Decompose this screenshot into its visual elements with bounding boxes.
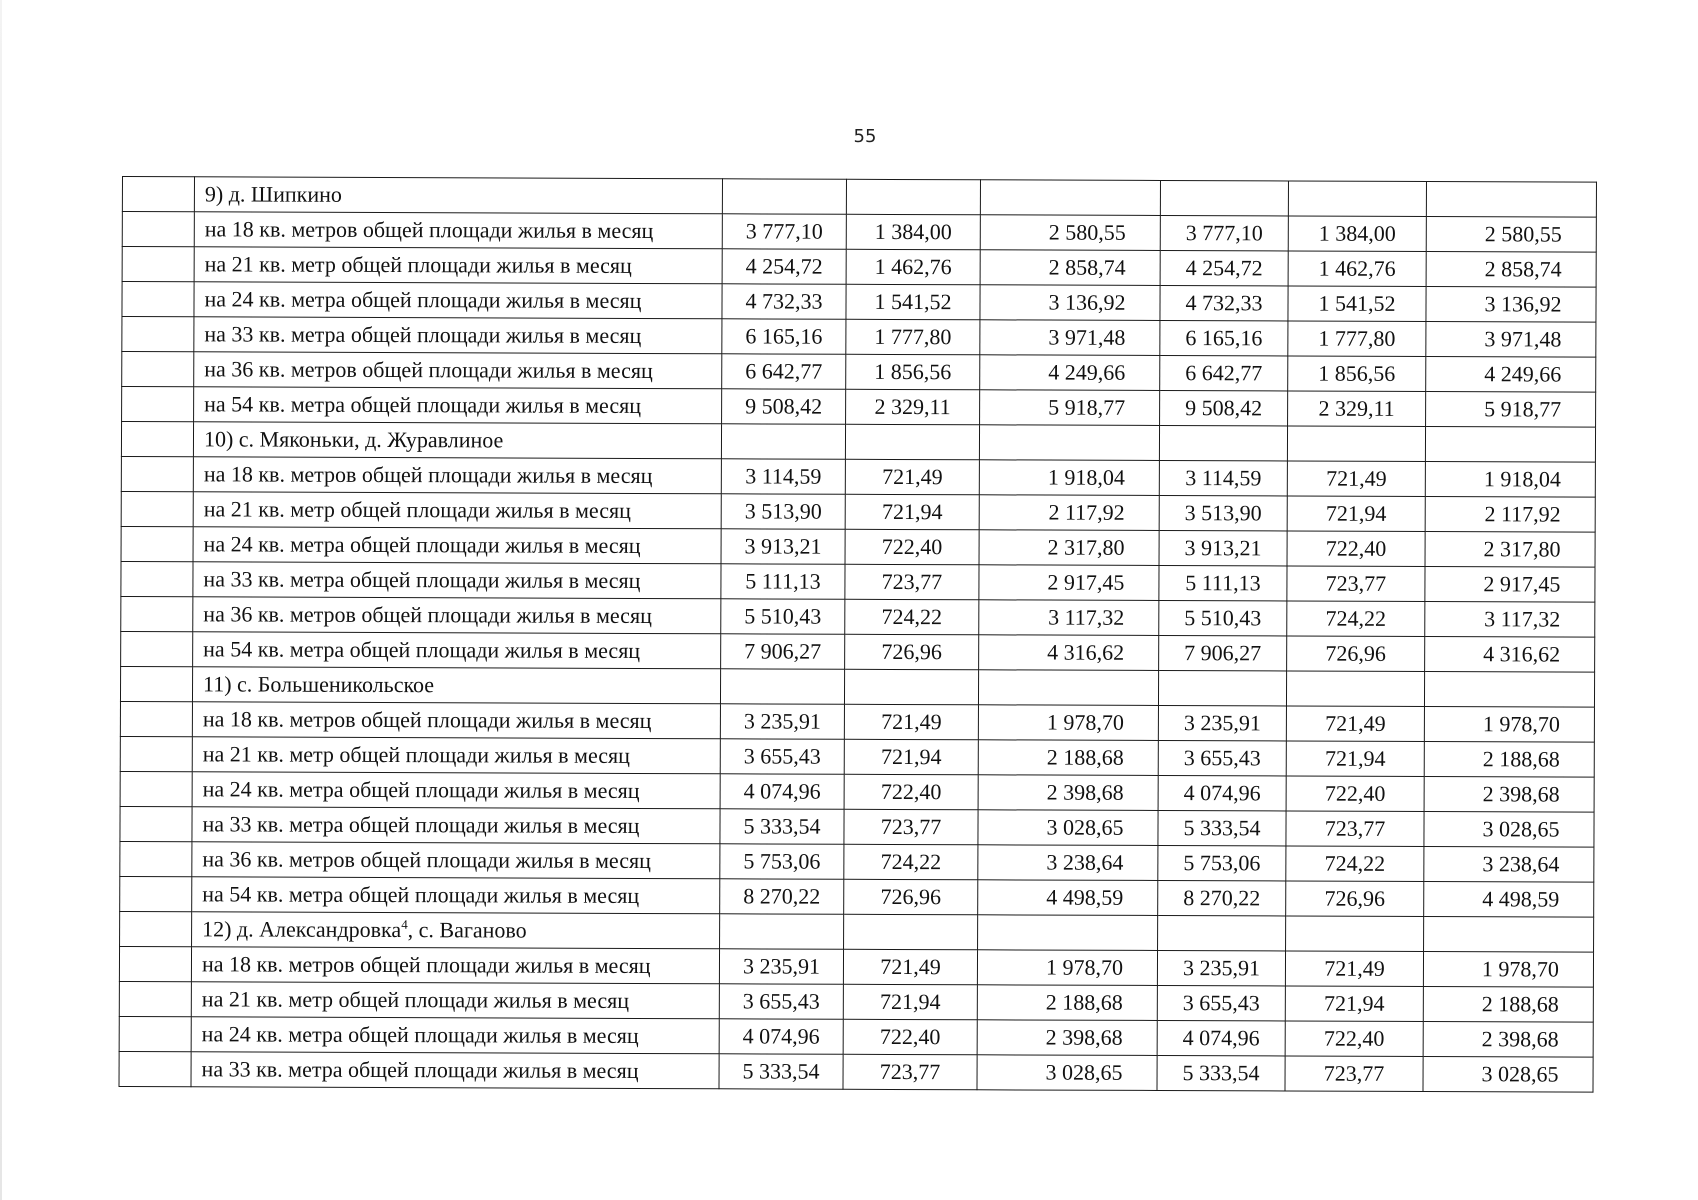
- value-cell: 1 978,70: [1423, 952, 1593, 988]
- index-cell: [120, 841, 192, 876]
- value-cell: 722,40: [1286, 776, 1424, 812]
- empty-cell: [1287, 426, 1425, 462]
- value-cell: 3 655,43: [719, 984, 843, 1019]
- row-label: на 24 кв. метра общей площади жилья в месяц: [191, 1017, 719, 1054]
- empty-cell: [1158, 670, 1286, 705]
- table-row: [122, 352, 1596, 393]
- table-row: [121, 631, 1595, 672]
- index-cell: [121, 422, 193, 457]
- value-cell: 3 971,48: [980, 320, 1160, 356]
- value-cell: 722,40: [844, 774, 978, 810]
- value-cell: 4 498,59: [978, 880, 1158, 916]
- table-row: [122, 317, 1596, 358]
- index-cell: [122, 212, 194, 247]
- value-cell: 5 333,54: [720, 809, 844, 844]
- value-cell: 4 732,33: [1160, 285, 1288, 320]
- value-cell: 1 777,80: [1288, 321, 1426, 357]
- index-cell: [121, 596, 193, 631]
- page-number: 55: [853, 126, 877, 147]
- value-cell: 3 028,65: [978, 810, 1158, 846]
- index-cell: [119, 981, 191, 1016]
- table-row: [120, 771, 1594, 812]
- index-cell: [120, 736, 192, 771]
- table-row: [122, 387, 1596, 428]
- index-cell: [120, 701, 192, 736]
- index-cell: [120, 771, 192, 806]
- value-cell: 2 580,55: [1426, 217, 1596, 253]
- empty-cell: [721, 424, 845, 459]
- value-cell: 726,96: [1287, 636, 1425, 672]
- section-header-row: [120, 666, 1594, 707]
- value-cell: 724,22: [1287, 601, 1425, 637]
- row-label: на 18 кв. метров общей площади жилья в месяц: [191, 947, 719, 984]
- value-cell: 721,49: [845, 459, 979, 495]
- empty-cell: [978, 915, 1158, 951]
- table-row: [121, 526, 1595, 567]
- value-cell: 4 498,59: [1424, 882, 1594, 918]
- value-cell: 2 329,11: [1288, 391, 1426, 427]
- value-cell: 5 918,77: [1426, 392, 1596, 428]
- table-row: [121, 491, 1595, 532]
- value-cell: 5 918,77: [980, 390, 1160, 426]
- value-cell: 4 074,96: [1158, 775, 1286, 810]
- value-cell: 3 028,65: [977, 1055, 1157, 1091]
- index-cell: [122, 352, 194, 387]
- empty-cell: [844, 669, 978, 705]
- value-cell: 2 188,68: [977, 985, 1157, 1021]
- value-cell: 3 117,32: [1425, 602, 1595, 638]
- value-cell: 722,40: [1287, 531, 1425, 567]
- index-cell: [122, 317, 194, 352]
- empty-cell: [1426, 182, 1596, 218]
- row-label: на 54 кв. метра общей площади жилья в месяц: [192, 877, 720, 914]
- value-cell: 1 918,04: [979, 460, 1159, 496]
- table-row: [119, 1016, 1593, 1057]
- empty-cell: [1288, 181, 1426, 217]
- table-row: [120, 806, 1594, 847]
- value-cell: 2 117,92: [1425, 497, 1595, 533]
- value-cell: 4 254,72: [1160, 250, 1288, 285]
- value-cell: 8 270,22: [1158, 880, 1286, 915]
- value-cell: 3 114,59: [721, 459, 845, 494]
- value-cell: 2 917,45: [1425, 567, 1595, 603]
- section-header-row: [122, 177, 1596, 218]
- value-cell: 1 856,56: [1288, 356, 1426, 392]
- value-cell: 6 165,16: [722, 319, 846, 354]
- value-cell: 2 858,74: [980, 250, 1160, 286]
- table-row: [121, 596, 1595, 637]
- row-label: на 36 кв. метров общей площади жилья в месяц: [192, 842, 720, 879]
- section-title-cell: [193, 422, 721, 459]
- value-cell: 5 333,54: [719, 1054, 843, 1089]
- index-cell: [122, 177, 194, 212]
- value-cell: 3 777,10: [1160, 215, 1288, 250]
- tariff-table-container: [119, 176, 1596, 1093]
- section-header-row: [121, 422, 1595, 463]
- empty-cell: [1286, 916, 1424, 952]
- index-cell: [119, 946, 191, 981]
- value-cell: 6 165,16: [1160, 320, 1288, 355]
- value-cell: 721,94: [844, 739, 978, 775]
- empty-cell: [1425, 427, 1595, 463]
- table-row: [120, 736, 1594, 777]
- footnote-marker: 4: [401, 916, 408, 932]
- empty-cell: [978, 670, 1158, 706]
- value-cell: 3 655,43: [1157, 985, 1285, 1020]
- value-cell: 2 398,68: [977, 1020, 1157, 1056]
- section-title: 11) с. Большеникольское: [203, 671, 435, 698]
- row-label: на 21 кв. метр общей площади жилья в месяц: [191, 982, 719, 1019]
- value-cell: 2 917,45: [979, 565, 1159, 601]
- value-cell: 3 238,64: [1424, 847, 1594, 883]
- value-cell: 5 333,54: [1157, 1055, 1285, 1090]
- row-label: на 18 кв. метров общей площади жилья в месяц: [193, 457, 721, 494]
- value-cell: 1 978,70: [1424, 707, 1594, 743]
- row-label: на 21 кв. метр общей площади жилья в месяц: [192, 737, 720, 774]
- value-cell: 5 510,43: [1159, 600, 1287, 635]
- value-cell: 721,49: [844, 704, 978, 740]
- value-cell: 3 655,43: [1158, 740, 1286, 775]
- value-cell: 1 384,00: [1288, 216, 1426, 252]
- value-cell: 1 918,04: [1425, 462, 1595, 498]
- empty-cell: [1158, 915, 1286, 950]
- value-cell: 1 384,00: [846, 214, 980, 250]
- value-cell: 7 906,27: [1159, 635, 1287, 670]
- row-label: на 18 кв. метров общей площади жилья в месяц: [194, 212, 722, 249]
- value-cell: 8 270,22: [720, 879, 844, 914]
- value-cell: 721,49: [843, 949, 977, 985]
- value-cell: 3 028,65: [1424, 812, 1594, 848]
- value-cell: 5 510,43: [721, 599, 845, 634]
- empty-cell: [845, 424, 979, 460]
- row-label: на 21 кв. метр общей площади жилья в месяц: [193, 492, 721, 529]
- index-cell: [121, 456, 193, 491]
- value-cell: 724,22: [845, 599, 979, 635]
- row-label: на 36 кв. метров общей площади жилья в месяц: [194, 352, 722, 389]
- value-cell: 4 074,96: [720, 774, 844, 809]
- row-label: на 54 кв. метра общей площади жилья в месяц: [194, 387, 722, 424]
- value-cell: 4 316,62: [979, 635, 1159, 671]
- value-cell: 721,49: [1287, 461, 1425, 497]
- value-cell: 3 513,90: [1159, 495, 1287, 530]
- index-cell: [121, 561, 193, 596]
- value-cell: 2 398,68: [978, 775, 1158, 811]
- value-cell: 723,77: [1287, 566, 1425, 602]
- row-label: на 33 кв. метра общей площади жилья в месяц: [194, 317, 722, 354]
- value-cell: 1 978,70: [977, 950, 1157, 986]
- value-cell: 3 235,91: [719, 949, 843, 984]
- value-cell: 3 777,10: [722, 214, 846, 249]
- tariff-table: [119, 176, 1597, 1093]
- value-cell: 2 317,80: [1425, 532, 1595, 568]
- value-cell: 1 462,76: [1288, 251, 1426, 287]
- value-cell: 722,40: [1285, 1021, 1423, 1057]
- row-label: на 36 кв. метров общей площади жилья в месяц: [193, 597, 721, 634]
- row-label: на 18 кв. метров общей площади жилья в месяц: [192, 702, 720, 739]
- row-label: на 33 кв. метра общей площади жилья в месяц: [192, 807, 720, 844]
- value-cell: 2 398,68: [1423, 1022, 1593, 1058]
- table-row: [119, 981, 1593, 1022]
- value-cell: 3 655,43: [720, 739, 844, 774]
- value-cell: 4 316,62: [1425, 637, 1595, 673]
- value-cell: 721,49: [1285, 951, 1423, 987]
- section-title-suffix: , с. Ваганово: [407, 917, 527, 943]
- value-cell: 724,22: [1286, 846, 1424, 882]
- empty-cell: [844, 914, 978, 950]
- value-cell: 2 188,68: [1424, 742, 1594, 778]
- value-cell: 2 317,80: [979, 530, 1159, 566]
- table-body: [119, 177, 1596, 1093]
- value-cell: 9 508,42: [1160, 390, 1288, 425]
- value-cell: 6 642,77: [1160, 355, 1288, 390]
- value-cell: 1 541,52: [846, 284, 980, 320]
- value-cell: 3 235,91: [1157, 950, 1285, 985]
- value-cell: 2 188,68: [1423, 987, 1593, 1023]
- empty-cell: [1160, 180, 1288, 215]
- empty-cell: [1286, 671, 1424, 707]
- value-cell: 4 249,66: [980, 355, 1160, 391]
- row-label: на 54 кв. метра общей площади жилья в месяц: [193, 632, 721, 669]
- value-cell: 1 978,70: [978, 705, 1158, 741]
- index-cell: [122, 247, 194, 282]
- value-cell: 721,94: [1286, 741, 1424, 777]
- row-label: на 24 кв. метра общей площади жилья в месяц: [194, 282, 722, 319]
- index-cell: [121, 491, 193, 526]
- row-label: на 21 кв. метр общей площади жилья в месяц: [194, 247, 722, 284]
- empty-cell: [720, 914, 844, 949]
- value-cell: 9 508,42: [722, 389, 846, 424]
- value-cell: 3 913,21: [721, 529, 845, 564]
- value-cell: 4 074,96: [1157, 1020, 1285, 1055]
- value-cell: 3 136,92: [980, 285, 1160, 321]
- table-row: [121, 561, 1595, 602]
- value-cell: 726,96: [1286, 881, 1424, 917]
- table-row: [120, 841, 1594, 882]
- value-cell: 1 856,56: [846, 354, 980, 390]
- section-title-cell: [192, 667, 720, 704]
- row-label: на 33 кв. метра общей площади жилья в месяц: [193, 562, 721, 599]
- value-cell: 3 513,90: [721, 494, 845, 529]
- index-cell: [120, 876, 192, 911]
- value-cell: 722,40: [843, 1019, 977, 1055]
- value-cell: 5 753,06: [1158, 845, 1286, 880]
- index-cell: [119, 1051, 191, 1086]
- section-header-row: [120, 911, 1594, 952]
- value-cell: 2 398,68: [1424, 777, 1594, 813]
- value-cell: 5 753,06: [720, 844, 844, 879]
- value-cell: 1 462,76: [846, 249, 980, 285]
- section-title: 10) с. Мяконьки, д. Журавлиное: [203, 426, 504, 453]
- value-cell: 2 188,68: [978, 740, 1158, 776]
- table-row: [122, 212, 1596, 253]
- empty-cell: [720, 669, 844, 704]
- value-cell: 4 732,33: [722, 284, 846, 319]
- value-cell: 4 254,72: [722, 249, 846, 284]
- section-title-cell: [194, 177, 722, 214]
- value-cell: 2 858,74: [1426, 252, 1596, 288]
- table-row: [122, 247, 1596, 288]
- value-cell: 726,96: [845, 634, 979, 670]
- empty-cell: [1424, 917, 1594, 953]
- value-cell: 723,77: [845, 564, 979, 600]
- row-label: на 24 кв. метра общей площади жилья в месяц: [192, 772, 720, 809]
- index-cell: [119, 1016, 191, 1051]
- table-row: [120, 876, 1594, 917]
- value-cell: 722,40: [845, 529, 979, 565]
- value-cell: 726,96: [844, 879, 978, 915]
- value-cell: 4 249,66: [1426, 357, 1596, 393]
- index-cell: [121, 526, 193, 561]
- value-cell: 3 028,65: [1423, 1057, 1593, 1093]
- value-cell: 2 117,92: [979, 495, 1159, 531]
- table-row: [120, 701, 1594, 742]
- value-cell: 5 111,13: [721, 564, 845, 599]
- value-cell: 3 117,32: [979, 600, 1159, 636]
- value-cell: 3 238,64: [978, 845, 1158, 881]
- section-title-cell: [192, 912, 720, 949]
- scan-edge: [0, 0, 2, 1200]
- empty-cell: [1159, 425, 1287, 460]
- row-label: на 33 кв. метра общей площади жилья в месяц: [191, 1052, 719, 1089]
- section-title: 12) д. Александровка: [202, 916, 402, 943]
- value-cell: 724,22: [844, 844, 978, 880]
- value-cell: 3 136,92: [1426, 287, 1596, 323]
- value-cell: 2 580,55: [980, 215, 1160, 251]
- row-label: на 24 кв. метра общей площади жилья в месяц: [193, 527, 721, 564]
- value-cell: 721,94: [843, 984, 977, 1020]
- value-cell: 3 235,91: [720, 704, 844, 739]
- table-row: [119, 946, 1593, 987]
- empty-cell: [846, 179, 980, 215]
- index-cell: [122, 282, 194, 317]
- value-cell: 4 074,96: [719, 1019, 843, 1054]
- value-cell: 7 906,27: [721, 634, 845, 669]
- value-cell: 721,94: [1287, 496, 1425, 532]
- index-cell: [122, 387, 194, 422]
- value-cell: 721,94: [1285, 986, 1423, 1022]
- table-row: [119, 1051, 1593, 1092]
- value-cell: 2 329,11: [846, 389, 980, 425]
- value-cell: 3 913,21: [1159, 530, 1287, 565]
- value-cell: 723,77: [1286, 811, 1424, 847]
- section-title: 9) д. Шипкино: [204, 181, 342, 207]
- value-cell: 3 114,59: [1159, 460, 1287, 495]
- value-cell: 3 235,91: [1158, 705, 1286, 740]
- index-cell: [121, 631, 193, 666]
- empty-cell: [1424, 672, 1594, 708]
- value-cell: 1 541,52: [1288, 286, 1426, 322]
- value-cell: 3 971,48: [1426, 322, 1596, 358]
- table-row: [122, 282, 1596, 323]
- value-cell: 5 333,54: [1158, 810, 1286, 845]
- value-cell: 5 111,13: [1159, 565, 1287, 600]
- value-cell: 723,77: [1285, 1056, 1423, 1092]
- value-cell: 721,94: [845, 494, 979, 530]
- value-cell: 721,49: [1286, 706, 1424, 742]
- table-row: [121, 456, 1595, 497]
- empty-cell: [980, 180, 1160, 216]
- value-cell: 723,77: [843, 1054, 977, 1090]
- empty-cell: [979, 425, 1159, 461]
- value-cell: 723,77: [844, 809, 978, 845]
- index-cell: [120, 666, 192, 701]
- index-cell: [120, 911, 192, 946]
- value-cell: 1 777,80: [846, 319, 980, 355]
- index-cell: [120, 806, 192, 841]
- value-cell: 6 642,77: [722, 354, 846, 389]
- empty-cell: [722, 179, 846, 214]
